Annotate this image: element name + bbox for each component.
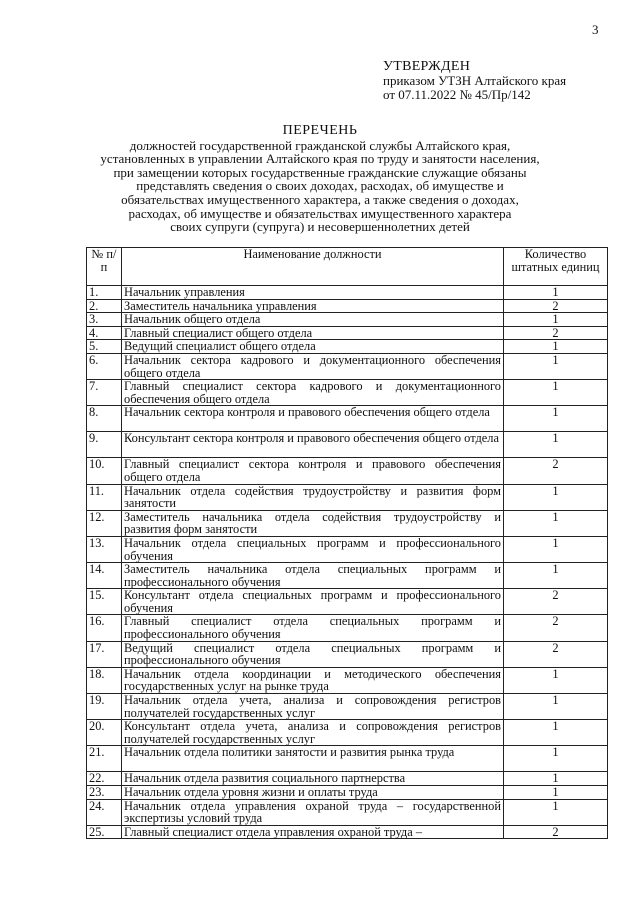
row-number: 24. <box>87 799 122 825</box>
row-number: 18. <box>87 667 122 693</box>
staff-count: 2 <box>504 458 608 484</box>
table-row <box>87 746 608 772</box>
table-row <box>87 299 608 313</box>
table-row <box>87 720 608 746</box>
positions-table <box>86 247 608 839</box>
page-number: 3 <box>592 22 599 37</box>
row-number: 22. <box>87 772 122 786</box>
table-row <box>87 589 608 615</box>
row-number: 11. <box>87 484 122 510</box>
table-row <box>87 286 608 300</box>
position-name: Главный специалист сектора контроля и правового обеспечения общего отдела <box>122 458 504 484</box>
row-number: 4. <box>87 326 122 340</box>
row-number: 8. <box>87 406 122 432</box>
position-name: Консультант сектора контроля и правового обеспечения общего отдела <box>122 432 504 458</box>
position-name: Главный специалист отдела управления охраной труда – <box>122 825 504 839</box>
table-row <box>87 641 608 667</box>
position-name: Начальник отдела развития социального партнерства <box>122 772 504 786</box>
row-number: 12. <box>87 510 122 536</box>
table-row <box>87 825 608 839</box>
staff-count: 1 <box>504 406 608 432</box>
row-number: 15. <box>87 589 122 615</box>
approval-heading: УТВЕРЖДЕН <box>383 59 471 74</box>
staff-count: 1 <box>504 563 608 589</box>
staff-count: 1 <box>504 353 608 379</box>
row-number: 7. <box>87 380 122 406</box>
table-header-row <box>87 248 608 286</box>
staff-count: 1 <box>504 536 608 562</box>
row-number: 23. <box>87 786 122 800</box>
row-number: 1. <box>87 286 122 300</box>
table-body <box>87 286 608 839</box>
table-row <box>87 510 608 536</box>
document-subtitle-line: при замещении которых государственные гражданские служащие обязаны <box>113 164 527 180</box>
row-number: 21. <box>87 746 122 772</box>
staff-count: 1 <box>504 694 608 720</box>
table-row <box>87 484 608 510</box>
approval-date-line: от 07.11.2022 № 45/Пр/142 <box>383 87 531 102</box>
table-row <box>87 772 608 786</box>
position-name: Главный специалист общего отдела <box>122 326 504 340</box>
table-row <box>87 667 608 693</box>
document-title: ПЕРЕЧЕНЬ <box>282 123 358 138</box>
row-number: 6. <box>87 353 122 379</box>
row-number: 17. <box>87 641 122 667</box>
staff-count: 1 <box>504 772 608 786</box>
position-name: Начальник отдела управления охраной труда – государственной экспертизы условий труда <box>122 799 504 825</box>
position-name: Начальник общего отдела <box>122 313 504 327</box>
document-subtitle-line: должностей государственной гражданской службы Алтайского края, <box>129 137 511 153</box>
table-row <box>87 340 608 354</box>
staff-count: 2 <box>504 299 608 313</box>
approval-order-line: приказом УТЗН Алтайского края <box>383 73 567 88</box>
staff-count: 1 <box>504 340 608 354</box>
staff-count: 1 <box>504 380 608 406</box>
position-name: Ведущий специалист общего отдела <box>122 340 504 354</box>
position-name: Начальник отдела политики занятости и развития рынка труда <box>122 746 504 772</box>
document-subtitle-line: установленных в управлении Алтайского края по труду и занятости населения, <box>100 151 540 167</box>
position-name: Заместитель начальника отдела содействия трудоустройству и развития форм занятости <box>122 510 504 536</box>
approval-stamp <box>383 60 566 102</box>
table-row <box>87 458 608 484</box>
header-staff-count: Количество штатных единиц <box>504 248 608 286</box>
document-title-block <box>80 124 560 234</box>
position-name: Начальник сектора контроля и правового обеспечения общего отдела <box>122 406 504 432</box>
staff-count: 1 <box>504 432 608 458</box>
table-row <box>87 313 608 327</box>
position-name: Заместитель начальника отдела специальных программ и профессионального обучения <box>122 563 504 589</box>
row-number: 13. <box>87 536 122 562</box>
table-row <box>87 786 608 800</box>
position-name: Начальник отдела специальных программ и профессионального обучения <box>122 536 504 562</box>
position-name: Главный специалист сектора кадрового и документационного обеспечения общего отдела <box>122 380 504 406</box>
table-row <box>87 353 608 379</box>
staff-count: 1 <box>504 313 608 327</box>
position-name: Ведущий специалист отдела специальных программ и профессионального обучения <box>122 641 504 667</box>
table-row <box>87 406 608 432</box>
position-name: Начальник сектора кадрового и документационного обеспечения общего отдела <box>122 353 504 379</box>
staff-count: 1 <box>504 720 608 746</box>
row-number: 5. <box>87 340 122 354</box>
staff-count: 1 <box>504 746 608 772</box>
staff-count: 1 <box>504 484 608 510</box>
staff-count: 1 <box>504 799 608 825</box>
table-row <box>87 326 608 340</box>
table-row <box>87 380 608 406</box>
position-name: Начальник отдела содействия трудоустройству и развития форм занятости <box>122 484 504 510</box>
table-row <box>87 615 608 641</box>
row-number: 3. <box>87 313 122 327</box>
position-name: Начальник отдела координации и методического обеспечения государственных услуг на рынке труда <box>122 667 504 693</box>
row-number: 9. <box>87 432 122 458</box>
document-subtitle-line: расходах, об имуществе и обязательствах имущественного характера <box>128 205 512 221</box>
table-row <box>87 563 608 589</box>
document-subtitle-line: представлять сведения о своих доходах, расходах, об имуществе и <box>136 178 504 194</box>
document-subtitle-line: обязательствах имущественного характера, а также сведения о доходах, <box>121 191 519 207</box>
row-number: 20. <box>87 720 122 746</box>
staff-count: 1 <box>504 510 608 536</box>
position-name: Заместитель начальника управления <box>122 299 504 313</box>
document-subtitle-line: своих супруги (супруга) и несовершеннолетних детей <box>170 219 470 235</box>
staff-count: 2 <box>504 326 608 340</box>
position-name: Начальник управления <box>122 286 504 300</box>
row-number: 14. <box>87 563 122 589</box>
staff-count: 1 <box>504 286 608 300</box>
staff-count: 1 <box>504 667 608 693</box>
staff-count: 1 <box>504 786 608 800</box>
table-row <box>87 536 608 562</box>
position-name: Начальник отдела уровня жизни и оплаты труда <box>122 786 504 800</box>
row-number: 10. <box>87 458 122 484</box>
staff-count: 2 <box>504 825 608 839</box>
row-number: 2. <box>87 299 122 313</box>
header-position-name: Наименование должности <box>122 248 504 286</box>
table-row <box>87 694 608 720</box>
table-row <box>87 799 608 825</box>
staff-count: 2 <box>504 589 608 615</box>
staff-count: 2 <box>504 641 608 667</box>
position-name: Главный специалист отдела специальных программ и профессионального обучения <box>122 615 504 641</box>
table-row <box>87 432 608 458</box>
row-number: 19. <box>87 694 122 720</box>
staff-count: 2 <box>504 615 608 641</box>
row-number: 25. <box>87 825 122 839</box>
header-number: № п/п <box>87 248 122 286</box>
row-number: 16. <box>87 615 122 641</box>
position-name: Начальник отдела учета, анализа и сопровождения регистров получателей государственных услуг <box>122 694 504 720</box>
position-name: Консультант отдела специальных программ и профессионального обучения <box>122 589 504 615</box>
position-name: Консультант отдела учета, анализа и сопровождения регистров получателей государственных услуг <box>122 720 504 746</box>
